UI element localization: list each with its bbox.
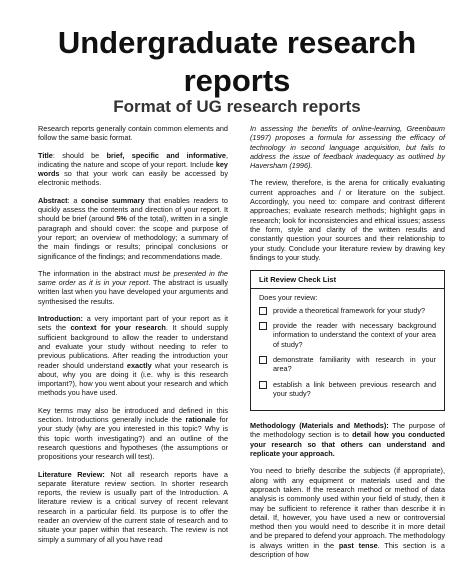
abstract-heading: Abstract	[38, 195, 68, 205]
literature-review-paragraph: Literature Review: Not all research reports have a separate literature review section. In shorter research reports, the review is usually part of the Introduction. A literature review is a critical survey of recent relevant research in a particular field. Its purpose is to offer the reader an overview of the current state of research and to situate your paper within that research. The review is not simply a summary of all you have read	[38, 469, 228, 544]
title-line-1: Undergraduate research	[57, 25, 417, 60]
checkbox-icon	[259, 381, 267, 389]
checklist-items	[251, 306, 444, 398]
checklist-item: demonstrate familiarity with research in your area?	[259, 355, 436, 374]
document-subtitle: Format of UG research reports	[113, 97, 361, 116]
title-heading: Title	[38, 150, 53, 160]
intro-paragraph: Research reports generally contain common elements and follow the same basic format.	[38, 124, 228, 143]
checklist-question: Does your review:	[259, 293, 318, 303]
checkbox-icon	[259, 307, 267, 315]
checklist-item: provide the reader with necessary background information to understand the context of your area of study?	[259, 321, 436, 349]
title-line-2: reports	[183, 63, 291, 98]
methodology-heading: Methodology (Materials and Methods):	[250, 421, 389, 431]
left-column	[38, 124, 228, 552]
abstract-order-paragraph: The information in the abstract must be presented in the same order as it is in your report. The abstract is usually written last when you have developed your arguments and synthesised the results.	[38, 268, 228, 306]
checklist-item: establish a link between previous research and your study?	[259, 380, 436, 399]
checkbox-icon	[259, 322, 267, 330]
checkbox-icon	[259, 356, 267, 364]
checklist-title: Lit Review Check List	[251, 271, 444, 289]
methodology-paragraph: Methodology (Materials and Methods): The purpose of the methodology section is to detail how you conducted your research so that others can understand and replicate your approach.	[250, 421, 446, 459]
introduction-heading: Introduction:	[38, 314, 83, 324]
abstract-paragraph: Abstract: a concise summary that enables readers to quickly assess the contents and direction of your report. It should be brief (around 5% of the total), written in a single paragraph and should cover: the scope and purpose of your report; an overview of methodology; a summary of the main findings or results; principal conclusions or significance of the findings; and recommendations made.	[38, 195, 228, 261]
introduction-paragraph: Introduction: a very important part of your report as it sets the context for your research. It should supply sufficient background to allow the reader to understand and evaluate your study without needing to refer to previous publications. After reading the introduction your reader should understand exactly what your research is about, why you are doing it (i.e. why is this research important?), how you went about your research and which methods you have used.	[38, 314, 228, 398]
methodology-detail-paragraph: You need to briefly describe the subjects (if appropriate), along with any equipment or materials used and the approach taken. If the research method or method of data analysis is commonly used within your field of study, then it may be sufficient to reference it rather than describe it in detail. If, however, you have used a new or controversial method then you would need to describe it in more detail and be prepared to defend your approach. The methodology is always written in the past tense. This section is a description of how	[250, 466, 445, 559]
review-arena-paragraph: The review, therefore, is the arena for critically evaluating current approaches and / or literature on the subject. Accordingly, you need to: compare and contrast different approaches; evaluate research methods; highlight gaps in research; look for inconsistencies and ethical issues; assess the form, style and clarity of the written results and constantly question your sources and their relationship to your study. Conclude your literature review by drawing key findings to your study.	[250, 178, 445, 262]
example-paragraph: In assessing the benefits of online-learning, Greenbaum (1997) proposes a formula for assessing the efficacy of technology in second language acquisition, but fails to address the issue of feedback inadequacy as outlined by Haversham (1996).	[250, 124, 445, 171]
document-title	[0, 24, 474, 100]
title-section-paragraph: Title: should be brief, specific and informative, indicating the nature and scope of your report. Include key words so that your work can easily be accessed by electronic methods.	[38, 150, 229, 188]
checklist-item: provide a theoretical framework for your study?	[259, 306, 436, 315]
right-column	[250, 124, 445, 567]
lit-review-checklist	[250, 270, 445, 411]
key-terms-paragraph: Key terms may also be introduced and defined in this section. Introductions generally include the rationale for your study (why are you interested in this topic? Why is this topic worth investigating?) and an outline of the research questions and hypotheses (the assumptions or propositions your research will test).	[38, 405, 228, 462]
literature-review-heading: Literature Review:	[38, 469, 105, 479]
